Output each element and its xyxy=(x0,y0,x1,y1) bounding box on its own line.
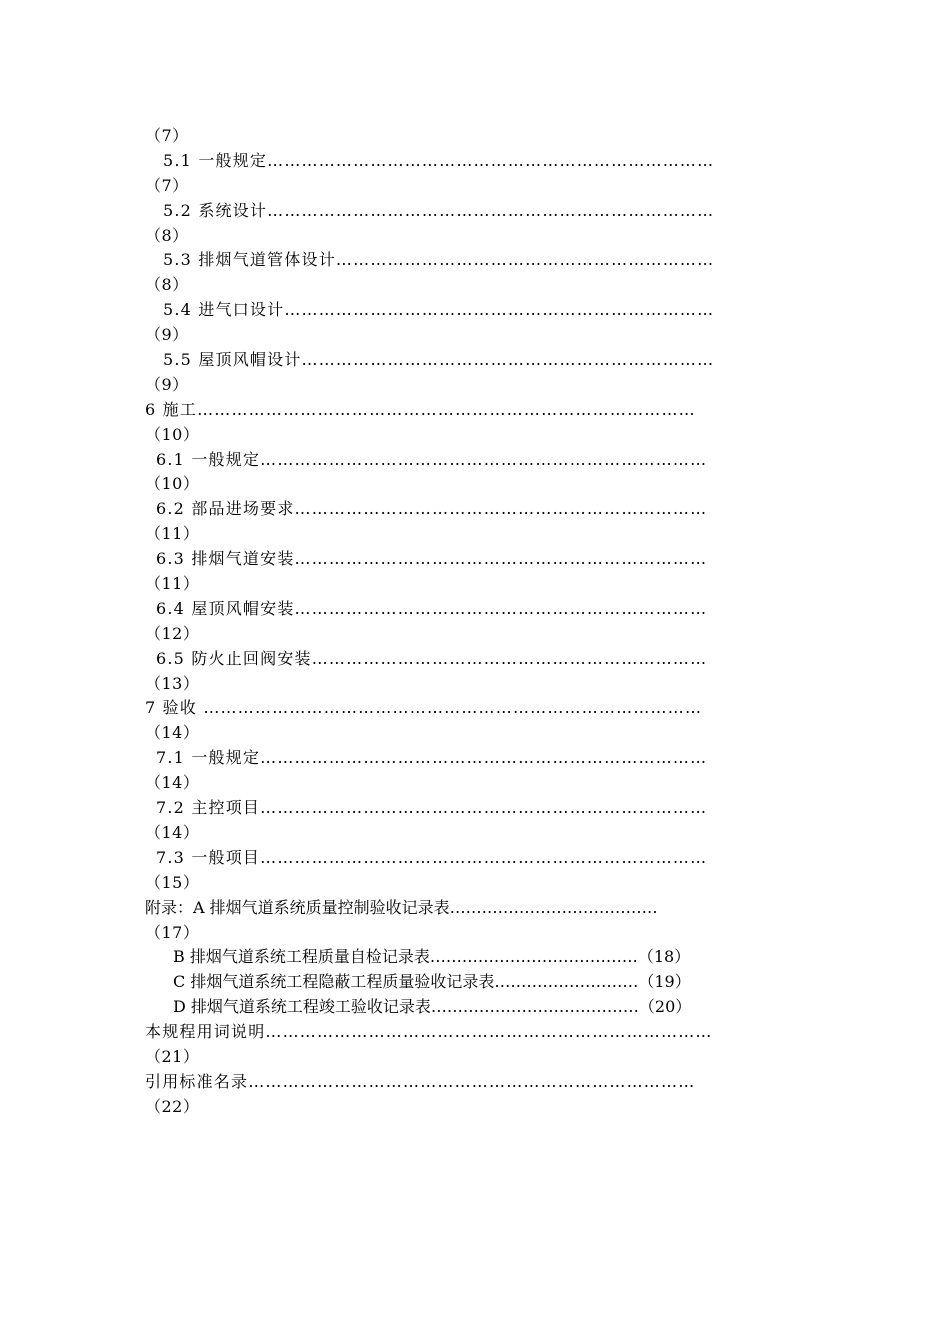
table-of-contents xyxy=(145,124,807,1120)
toc-page-number: （7） xyxy=(145,126,189,145)
toc-entry-appendix-d: D 排烟气道系统工程竣工验收记录表…………………………………（20） xyxy=(173,997,692,1017)
toc-entry-references: 引用标准名录…………………………………………………………………… xyxy=(145,1071,696,1091)
toc-entry-terminology: 本规程用词说明…………………………………………………………………… xyxy=(145,1022,713,1042)
toc-page-number: （13） xyxy=(145,673,200,693)
toc-entry-7: 7 验收 …………………………………………………………………………… xyxy=(145,698,703,718)
toc-entry-5-4: 5.4 进气口设计………………………………………………………………… xyxy=(163,300,715,320)
toc-page-number: （12） xyxy=(145,623,200,643)
toc-page-number: （11） xyxy=(145,574,200,594)
toc-page-number: （14） xyxy=(145,723,200,743)
toc-page-number: （17） xyxy=(145,922,200,942)
toc-page-number: （8） xyxy=(145,275,189,295)
toc-entry-6-4: 6.4 屋顶风帽安装……………………………………………………………… xyxy=(156,598,708,618)
toc-page-number: （9） xyxy=(145,374,189,394)
toc-entry-6-1: 6.1 一般规定…………………………………………………………………… xyxy=(156,449,708,469)
toc-entry-appendix-c: C 排烟气道系统工程隐蔽工程质量验收记录表………………………（19） xyxy=(173,972,691,992)
toc-entry-6-3: 6.3 排烟气道安装……………………………………………………………… xyxy=(156,549,708,569)
toc-page-number: （9） xyxy=(145,325,189,345)
toc-page-number: （15） xyxy=(145,872,200,892)
toc-page-number: （14） xyxy=(145,822,200,842)
toc-page-number: （14） xyxy=(145,773,200,793)
toc-entry-6-5: 6.5 防火止回阀安装…………………………………………………………… xyxy=(156,648,708,668)
toc-page-number: （10） xyxy=(145,474,200,494)
toc-entry-6-2: 6.2 部品进场要求……………………………………………………………… xyxy=(156,499,708,519)
toc-entry-7-3: 7.3 一般项目…………………………………………………………………… xyxy=(156,847,708,867)
toc-page-number: （8） xyxy=(145,225,189,245)
toc-page-number: （21） xyxy=(145,1046,200,1066)
toc-page-number: （11） xyxy=(145,524,200,544)
toc-entry-5-2: 5.2 系统设计…………………………………………………………………… xyxy=(163,200,715,220)
toc-entry-7-2: 7.2 主控项目…………………………………………………………………… xyxy=(156,798,708,818)
toc-entry-appendix-a: 附录：A 排烟气道系统质量控制验收记录表………………………………… xyxy=(145,897,658,917)
toc-page-number: （10） xyxy=(145,424,200,444)
toc-entry-5-1: 5.1 一般规定…………………………………………………………………… xyxy=(163,150,715,170)
toc-entry-5-3: 5.3 排烟气道管体设计………………………………………………………… xyxy=(163,250,715,270)
toc-page-number: （22） xyxy=(145,1096,200,1116)
toc-page-number: （7） xyxy=(145,175,189,195)
toc-entry-5-5: 5.5 屋顶风帽设计……………………………………………………………… xyxy=(163,350,715,370)
toc-entry-7-1: 7.1 一般规定…………………………………………………………………… xyxy=(156,748,708,768)
toc-entry-6: 6 施工…………………………………………………………………………… xyxy=(145,399,696,419)
toc-entry-appendix-b: B 排烟气道系统工程质量自检记录表…………………………………（18） xyxy=(173,947,691,967)
